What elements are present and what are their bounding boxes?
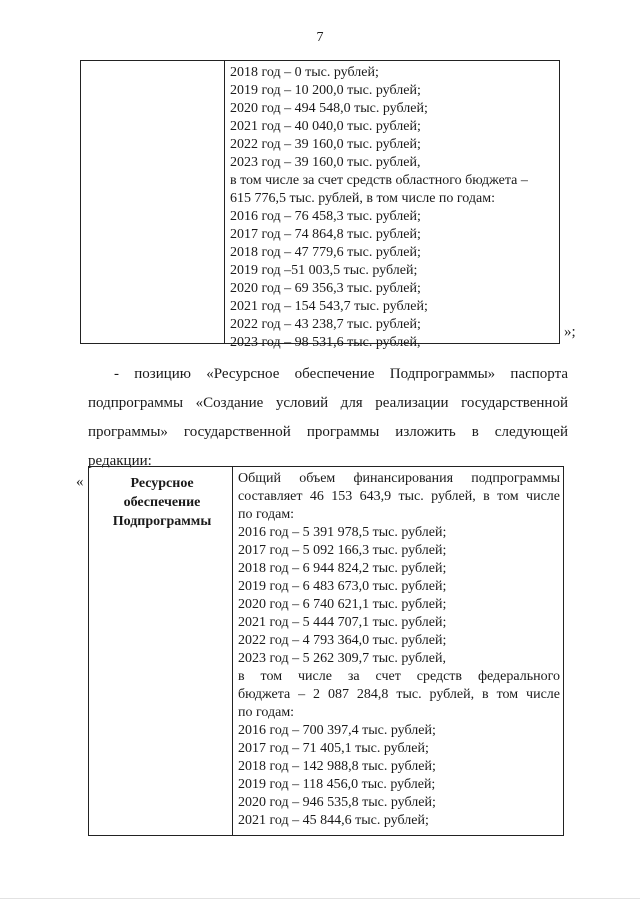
table-line: по годам:	[238, 705, 295, 720]
top-table-column-divider	[224, 60, 225, 344]
table-line: 2017 год – 74 864,8 тыс. рублей;	[230, 227, 421, 242]
paragraph-line: подпрограммы «Создание условий для реализации государственной	[88, 395, 568, 411]
table-line: по годам:	[238, 507, 295, 522]
bottom-table-column-divider	[232, 466, 233, 836]
table-line: бюджета – 2 087 284,8 тыс. рублей, в том числе	[238, 687, 560, 702]
table-line: 2019 год – 118 456,0 тыс. рублей;	[238, 777, 436, 792]
table-line: 2020 год – 69 356,3 тыс. рублей;	[230, 281, 421, 296]
table-line: 2020 год – 494 548,0 тыс. рублей;	[230, 101, 428, 116]
table-line: 2020 год – 946 535,8 тыс. рублей;	[238, 795, 436, 810]
table-line: 2016 год – 5 391 978,5 тыс. рублей;	[238, 525, 447, 540]
table-line: 2018 год – 6 944 824,2 тыс. рублей;	[238, 561, 447, 576]
table-line: 2022 год – 4 793 364,0 тыс. рублей;	[238, 633, 447, 648]
table-line: 2021 год – 40 040,0 тыс. рублей;	[230, 119, 421, 134]
opening-quote: «	[76, 474, 84, 490]
table-line: 2023 год – 5 262 309,7 тыс. рублей,	[238, 651, 446, 666]
paragraph-line: редакции:	[88, 453, 152, 469]
label-line: Подпрограммы	[112, 514, 212, 529]
table-line: 2021 год – 5 444 707,1 тыс. рублей;	[238, 615, 447, 630]
table-line: 2019 год –51 003,5 тыс. рублей;	[230, 263, 418, 278]
body-paragraph	[88, 360, 568, 476]
table-line: Общий объем финансирования подпрограммы	[238, 471, 560, 486]
table-line: 2019 год – 6 483 673,0 тыс. рублей;	[238, 579, 447, 594]
table-line: 2018 год – 47 779,6 тыс. рублей;	[230, 245, 421, 260]
table-line: 2018 год – 142 988,8 тыс. рублей;	[238, 759, 436, 774]
table-line: 2023 год – 39 160,0 тыс. рублей,	[230, 155, 421, 170]
table-line: 2022 год – 43 238,7 тыс. рублей;	[230, 317, 421, 332]
table-line: в том числе за счет средств федерального	[238, 669, 560, 684]
table-line: составляет 46 153 643,9 тыс. рублей, в том числе	[238, 489, 560, 504]
table-line: 2021 год – 45 844,6 тыс. рублей;	[238, 813, 429, 828]
table-line: 615 776,5 тыс. рублей, в том числе по годам:	[230, 191, 495, 206]
top-table-text	[230, 64, 528, 352]
closing-quote: »;	[564, 324, 576, 340]
label-line: обеспечение	[123, 495, 201, 510]
label-line: Ресурсное	[130, 476, 194, 491]
table-line: 2022 год – 39 160,0 тыс. рублей;	[230, 137, 421, 152]
table-line: 2021 год – 154 543,7 тыс. рублей;	[230, 299, 428, 314]
table-line: 2017 год – 5 092 166,3 тыс. рублей;	[238, 543, 447, 558]
paragraph-line: - позицию «Ресурсное обеспечение Подпрограммы» паспорта	[114, 366, 568, 382]
table-line: 2023 год – 98 531,6 тыс. рублей,	[230, 335, 421, 350]
table-line: 2020 год – 6 740 621,1 тыс. рублей;	[238, 597, 447, 612]
table-line: 2016 год – 76 458,3 тыс. рублей;	[230, 209, 421, 224]
table-line: 2017 год – 71 405,1 тыс. рублей;	[238, 741, 429, 756]
paragraph-line: программы» государственной программы изложить в следующей	[88, 424, 568, 440]
table-line: 2018 год – 0 тыс. рублей;	[230, 65, 379, 80]
scan-edge	[0, 898, 640, 899]
section-label	[96, 474, 228, 531]
table-line: 2019 год – 10 200,0 тыс. рублей;	[230, 83, 421, 98]
page-number: 7	[316, 30, 324, 45]
table-line: в том числе за счет средств областного бюджета –	[230, 173, 528, 188]
table-line: 2016 год – 700 397,4 тыс. рублей;	[238, 723, 436, 738]
bottom-table-text	[238, 470, 560, 830]
